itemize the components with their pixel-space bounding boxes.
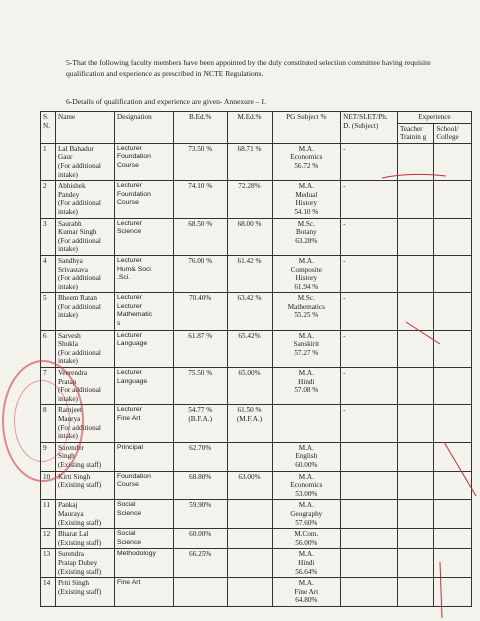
cell-pg-line: M.A. (298, 501, 314, 510)
cell-pg (272, 218, 341, 255)
cell-school-college (434, 181, 472, 218)
cell-designation-line: Course (116, 199, 139, 207)
cell-pg-line: M.A. (298, 550, 314, 559)
cell-pg-line: 61.94 % (294, 282, 319, 291)
table-body (41, 143, 472, 606)
cell-bed (173, 578, 227, 607)
cell-net: - (341, 330, 398, 367)
cell-name-line: intake) (58, 207, 78, 216)
cell-pg (272, 471, 341, 500)
cell-med (227, 442, 272, 471)
cell-med-line: 68.00 % (237, 219, 262, 228)
header-sn: S. N. (41, 112, 56, 144)
cell-name (56, 549, 115, 578)
table-row (41, 529, 472, 549)
cell-teacher-training (397, 442, 433, 471)
cell-name-line: (Existing staff) (58, 567, 102, 576)
cell-name (56, 255, 115, 292)
cell-sn: 9 (41, 442, 56, 471)
cell-pg (272, 578, 341, 607)
cell-name-line: intake) (58, 311, 78, 320)
cell-bed (173, 330, 227, 367)
cell-name-line: Sandhya (58, 256, 83, 265)
cell-pg-line: M.A. (298, 443, 314, 452)
cell-designation-line: s (116, 320, 121, 328)
cell-bed-line: 54.77 % (188, 406, 213, 415)
cell-pg-line: M.Sc. (297, 219, 315, 228)
cell-teacher-training (397, 549, 433, 578)
cell-bed-line: 61.87 % (188, 331, 213, 340)
cell-net (341, 471, 398, 500)
cell-name-line: Sarvesh (58, 331, 81, 340)
cell-pg-line: Mathematics (287, 302, 325, 311)
cell-designation-line: Foundation (116, 153, 151, 161)
cell-sn: 5 (41, 293, 56, 330)
cell-bed-line: 73.50 % (188, 144, 213, 153)
cell-net (341, 500, 398, 529)
table-row (41, 549, 472, 578)
cell-med-line: 72.28% (238, 182, 261, 191)
cell-pg-line: 54.10 % (294, 207, 319, 216)
cell-teacher-training (397, 500, 433, 529)
cell-net (341, 549, 398, 578)
cell-pg-line: M.A. (298, 182, 314, 191)
cell-pg-line: M.A. (298, 579, 314, 588)
cell-designation (114, 471, 173, 500)
cell-school-college (434, 330, 472, 367)
cell-sn: 11 (41, 500, 56, 529)
cell-name (56, 578, 115, 607)
cell-name-line: intake) (58, 282, 78, 291)
cell-pg-line: Fine Art (294, 587, 319, 596)
cell-school-college (434, 500, 472, 529)
cell-name (56, 442, 115, 471)
cell-sn: 4 (41, 255, 56, 292)
cell-bed (173, 368, 227, 405)
cell-pg (272, 368, 341, 405)
cell-school-college (434, 255, 472, 292)
cell-pg-line: M.Com. (294, 530, 319, 539)
cell-bed (173, 218, 227, 255)
header-designation: Designation (114, 112, 173, 144)
cell-med-line: 61.42 % (237, 256, 262, 265)
cell-med (227, 368, 272, 405)
cell-designation-line: Hum& Soci (116, 265, 151, 273)
cell-sn: 10 (41, 471, 56, 500)
header-net: NET/SLET/Ph. D. (Subject) (341, 112, 398, 144)
cell-designation-line: Social (116, 501, 136, 509)
cell-med (227, 549, 272, 578)
table-row (41, 143, 472, 180)
cell-pg-line: 55.25 % (294, 311, 319, 320)
cell-pg-line: 57.60% (295, 518, 318, 527)
cell-sn: 14 (41, 578, 56, 607)
cell-med (227, 529, 272, 549)
cell-name-line: Pratap (58, 377, 77, 386)
cell-med (227, 578, 272, 607)
cell-pg-line: Geography (290, 509, 323, 518)
cell-pg-line: 57.08 % (294, 386, 319, 395)
cell-med (227, 330, 272, 367)
cell-designation (114, 368, 173, 405)
cell-name-line: Pankaj (58, 501, 78, 510)
cell-sn: 8 (41, 405, 56, 442)
header-med: M.Ed.% (227, 112, 272, 144)
cell-pg (272, 405, 341, 442)
cell-pg-line: Hindi (298, 558, 315, 567)
cell-med (227, 405, 272, 442)
cell-designation (114, 255, 173, 292)
cell-pg-line: 60.00% (295, 460, 318, 469)
cell-pg (272, 529, 341, 549)
table-row (41, 578, 472, 607)
cell-designation-line: Social (116, 530, 136, 538)
header-teacher-training: Teacher Trainin g (397, 123, 433, 143)
cell-name-line: Surender (58, 443, 84, 452)
header-school-college: School/ College (434, 123, 472, 143)
cell-bed (173, 255, 227, 292)
cell-name-line: Gaur (58, 153, 73, 162)
cell-designation-line: Foundation (116, 190, 151, 198)
cell-designation-line: Lecturer (116, 406, 142, 414)
cell-pg-line: Hindi (298, 377, 315, 386)
cell-name (56, 405, 115, 442)
cell-med (227, 181, 272, 218)
cell-name-line: Abhishek (58, 182, 86, 191)
cell-sn: 12 (41, 529, 56, 549)
cell-sn: 7 (41, 368, 56, 405)
cell-name-line: Kirti Singh (58, 472, 91, 481)
cell-designation-line: Science (116, 538, 142, 546)
cell-designation-line: Lecturer (116, 294, 142, 302)
cell-med (227, 143, 272, 180)
cell-designation (114, 143, 173, 180)
cell-name (56, 293, 115, 330)
cell-pg-line: Botany (295, 228, 317, 237)
cell-teacher-training (397, 405, 433, 442)
cell-med (227, 500, 272, 529)
cell-med (227, 255, 272, 292)
cell-name-line: Lal Bahadur (58, 144, 94, 153)
cell-pg-line: M.A. (298, 256, 314, 265)
cell-pg (272, 442, 341, 471)
cell-net: - (341, 143, 398, 180)
cell-med-line: (M.F.A.) (236, 415, 263, 423)
cell-bed-line: 68.80% (189, 472, 212, 481)
faculty-table (40, 111, 472, 607)
table-row (41, 471, 472, 500)
table-row (41, 405, 472, 442)
cell-pg-line: Composite (290, 265, 322, 274)
cell-designation-line: .Sci. (116, 274, 131, 282)
cell-med (227, 471, 272, 500)
cell-teacher-training (397, 255, 433, 292)
cell-net: - (341, 293, 398, 330)
cell-name-line: Pandey (58, 190, 80, 199)
cell-designation (114, 405, 173, 442)
cell-designation-line: Language (116, 340, 148, 348)
cell-name-line: Shukla (58, 340, 78, 349)
cell-pg-line: M.Sc. (297, 294, 315, 303)
cell-name-line: Veerendra (58, 369, 88, 378)
cell-name-line: Ramjeet (58, 406, 82, 415)
cell-bed (173, 143, 227, 180)
cell-pg-line: 53.00% (295, 489, 318, 498)
cell-name (56, 181, 115, 218)
table-row (41, 368, 472, 405)
cell-designation-line: Lecturer (116, 369, 142, 377)
cell-designation-line: Science (116, 509, 142, 517)
cell-bed (173, 405, 227, 442)
cell-name-line: Bheem Ratan (58, 294, 97, 303)
cell-pg-line: 56.64% (295, 567, 318, 576)
cell-school-college (434, 529, 472, 549)
cell-name-line: Maurya (58, 415, 81, 423)
cell-med-line: 65.00% (238, 369, 261, 378)
cell-bed-line: 60.00% (189, 530, 212, 539)
cell-net: - (341, 368, 398, 405)
cell-pg (272, 143, 341, 180)
cell-teacher-training (397, 330, 433, 367)
cell-teacher-training (397, 368, 433, 405)
cell-school-college (434, 405, 472, 442)
header-bed: B.Ed.% (173, 112, 227, 144)
cell-school-college (434, 218, 472, 255)
cell-med-line: 63.00% (238, 472, 261, 481)
table-row (41, 330, 472, 367)
cell-bed-line: 68.50 % (188, 219, 213, 228)
cell-teacher-training (397, 143, 433, 180)
cell-name-line: Singh (58, 452, 75, 461)
cell-pg-line: M.A. (298, 331, 314, 340)
cell-designation-line: Principal (116, 443, 144, 451)
cell-name-line: (For additional (58, 274, 101, 283)
header-experience: Experience (397, 112, 471, 124)
cell-teacher-training (397, 578, 433, 607)
cell-school-college (434, 578, 472, 607)
cell-designation (114, 181, 173, 218)
cell-designation-line: Lecturer (116, 219, 142, 227)
cell-net (341, 578, 398, 607)
cell-designation-line: Lecturer (116, 331, 142, 339)
cell-school-college (434, 368, 472, 405)
cell-med-line: 63.42 % (237, 294, 262, 303)
cell-name-line: (Existing staff) (58, 587, 102, 596)
cell-name (56, 529, 115, 549)
header-pg: PG Subject % (272, 112, 341, 144)
cell-teacher-training (397, 181, 433, 218)
cell-designation-line: Science (116, 228, 142, 236)
cell-pg-line: Sanskirit (293, 340, 320, 349)
cell-name-line: (Existing staff) (58, 460, 102, 469)
cell-name-line: (For additional (58, 386, 101, 395)
cell-bed-line: 62.70% (189, 443, 212, 452)
cell-net: - (341, 218, 398, 255)
cell-designation (114, 578, 173, 607)
cell-name-line: Pratap Dubey (58, 558, 98, 567)
cell-sn: 3 (41, 218, 56, 255)
cell-name-line: intake) (58, 432, 78, 441)
cell-pg-line: Medual (295, 190, 318, 199)
cell-net: - (341, 181, 398, 218)
cell-bed (173, 293, 227, 330)
cell-bed-line: (B.F.A.) (188, 415, 212, 423)
cell-name-line: Priti Singh (58, 579, 89, 588)
table-row (41, 218, 472, 255)
cell-designation-line: Language (116, 377, 148, 385)
cell-pg-line: 57.27 % (294, 348, 319, 357)
cell-pg-line: History (295, 274, 318, 283)
cell-name-line: intake) (58, 245, 78, 254)
cell-name-line: Bharat Lal (58, 530, 89, 539)
cell-designation-line: Course (116, 161, 139, 169)
cell-pg-line: 64.80% (295, 596, 318, 605)
cell-name (56, 218, 115, 255)
cell-pg-line: M.A. (298, 144, 314, 153)
cell-name-line: (For additional (58, 348, 101, 357)
cell-name (56, 143, 115, 180)
cell-pg (272, 293, 341, 330)
cell-designation (114, 330, 173, 367)
cell-pg-line: 63.28% (295, 236, 318, 245)
cell-name (56, 500, 115, 529)
cell-designation-line: Course (116, 481, 139, 489)
cell-bed (173, 471, 227, 500)
cell-name-line: Kumar Singh (58, 228, 97, 237)
cell-teacher-training (397, 218, 433, 255)
cell-name (56, 368, 115, 405)
cell-name-line: (For additional (58, 302, 101, 311)
cell-pg-line: 56.72 % (294, 161, 319, 170)
cell-bed-line: 75.50 % (188, 369, 213, 378)
cell-pg-line: M.A. (298, 369, 314, 378)
cell-net: - (341, 255, 398, 292)
cell-name-line: (For additional (58, 423, 101, 432)
cell-name-line: intake) (58, 394, 78, 403)
cell-pg (272, 255, 341, 292)
cell-pg (272, 181, 341, 218)
cell-school-college (434, 471, 472, 500)
cell-designation-line: Methodology (116, 550, 156, 558)
cell-name-line: intake) (58, 170, 78, 179)
cell-name-line: (Existing staff) (58, 481, 102, 490)
cell-name-line: intake) (58, 357, 78, 366)
cell-pg-line: History (295, 199, 318, 208)
cell-designation (114, 293, 173, 330)
cell-teacher-training (397, 471, 433, 500)
cell-name-line: (Existing staff) (58, 538, 102, 547)
cell-net (341, 529, 398, 549)
cell-designation-line: Fine Art (116, 415, 141, 422)
cell-bed (173, 529, 227, 549)
table-row (41, 293, 472, 330)
cell-designation-line: Lecturer (116, 256, 142, 264)
cell-name-line: Saurabh (58, 219, 82, 228)
cell-pg-line: M.A. (298, 472, 314, 481)
cell-pg (272, 500, 341, 529)
cell-pg (272, 549, 341, 578)
cell-pg-line: English (295, 452, 318, 461)
cell-sn: 13 (41, 549, 56, 578)
cell-bed (173, 549, 227, 578)
cell-bed-line: 76.00 % (188, 256, 213, 265)
cell-designation (114, 442, 173, 471)
cell-bed (173, 442, 227, 471)
cell-bed-line: 66.25% (189, 550, 212, 559)
cell-name-line: (Existing staff) (58, 518, 102, 527)
cell-school-college (434, 549, 472, 578)
cell-pg (272, 330, 341, 367)
cell-name (56, 471, 115, 500)
paragraph-6: 6-Details of qualification and experience are given- Annexure – I. (66, 97, 266, 106)
paragraph-5: 5-That the following faculty members have been appointed by the duly constituted selection committee having requisite qualification and experience as prescribed in NCTE Regulations. (66, 58, 431, 78)
header-name: Name (56, 112, 115, 144)
cell-designation-line: Lecturer (116, 302, 142, 310)
cell-designation-line: Lecturer (116, 144, 142, 152)
cell-designation-line: Lecturer (116, 182, 142, 190)
cell-med-line: 61.50 % (237, 406, 262, 415)
cell-designation-line: Fine Art (116, 579, 141, 587)
cell-med (227, 293, 272, 330)
cell-net (341, 442, 398, 471)
cell-net: - (341, 405, 398, 442)
cell-school-college (434, 293, 472, 330)
cell-designation (114, 529, 173, 549)
table-row (41, 255, 472, 292)
cell-designation (114, 218, 173, 255)
cell-designation-line: Mathematic (116, 311, 153, 319)
table-row (41, 500, 472, 529)
cell-name-line: (For additional (58, 161, 101, 170)
cell-bed (173, 181, 227, 218)
cell-pg-line: 56.00% (295, 538, 318, 547)
cell-name (56, 330, 115, 367)
cell-name-line: (For additional (58, 199, 101, 208)
cell-bed-line: 59.90% (189, 501, 212, 510)
table-row (41, 181, 472, 218)
cell-teacher-training (397, 529, 433, 549)
cell-name-line: Srivastava (58, 265, 88, 274)
cell-med-line: 68.71 % (237, 144, 262, 153)
cell-med (227, 218, 272, 255)
cell-sn: 6 (41, 330, 56, 367)
cell-sn: 2 (41, 181, 56, 218)
cell-designation-line: Foundation (116, 472, 151, 480)
cell-pg-line: Economics (290, 153, 323, 162)
cell-name-line: (For additional (58, 236, 101, 245)
cell-bed (173, 500, 227, 529)
cell-med-line: 65.42% (238, 331, 261, 340)
cell-bed-line: 70.40% (189, 294, 212, 303)
cell-name-line: Mauraya (58, 509, 84, 518)
table-row (41, 442, 472, 471)
cell-designation (114, 500, 173, 529)
cell-school-college (434, 442, 472, 471)
cell-name-line: Surendra (58, 550, 84, 559)
cell-sn: 1 (41, 143, 56, 180)
cell-pg-line: Economics (290, 481, 323, 490)
cell-designation (114, 549, 173, 578)
cell-school-college (434, 143, 472, 180)
cell-bed-line: 74.10 % (188, 182, 213, 191)
cell-teacher-training (397, 293, 433, 330)
